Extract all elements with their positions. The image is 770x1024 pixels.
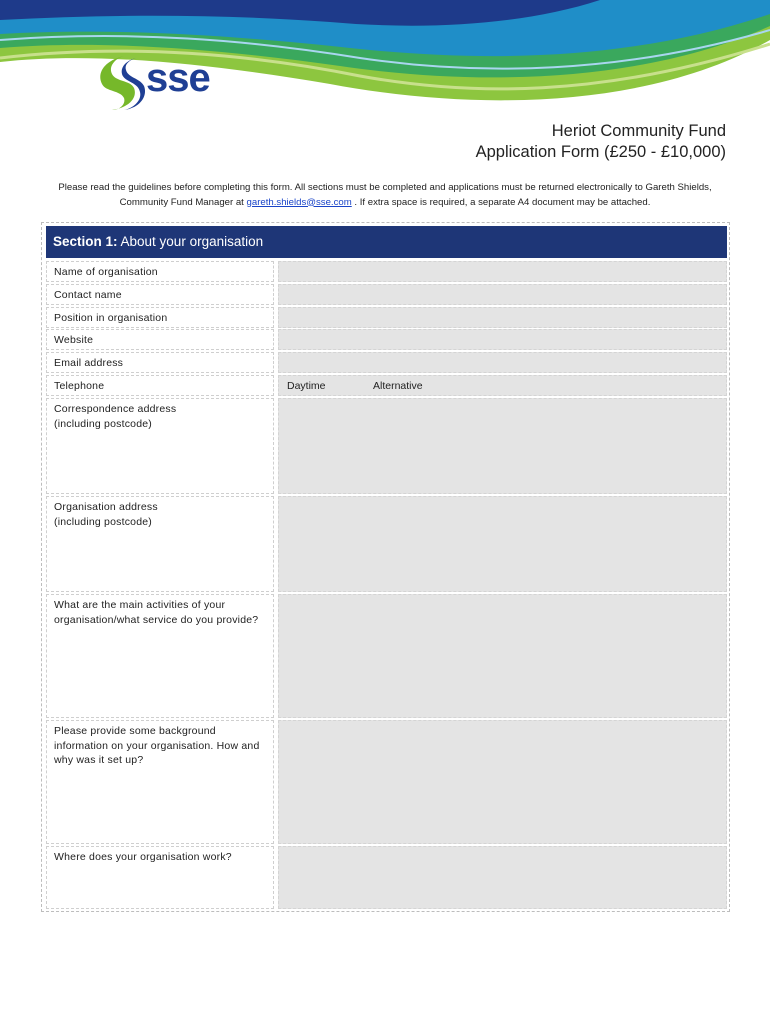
section-number: Section 1: <box>53 234 118 249</box>
contact-email-link[interactable]: gareth.shields@sse.com <box>246 196 352 208</box>
position-field[interactable] <box>278 307 727 328</box>
label-contact-name: Contact name <box>46 284 274 305</box>
form-title <box>476 121 726 163</box>
label-background: Please provide some background information on your organisation. How and why was it set up? <box>46 720 274 844</box>
section-1-header <box>46 226 727 258</box>
section-1-form <box>41 222 730 912</box>
intro-before: Please read the guidelines before completing this form. All sections must be completed and applications must be returned electronically to Gareth Shields, Community Fund Manager at <box>58 182 712 208</box>
intro-text <box>40 181 730 210</box>
label-telephone: Telephone <box>46 375 274 396</box>
where-work-field[interactable] <box>278 846 727 909</box>
sse-logo <box>94 54 224 110</box>
form-subtitle: Application Form (£250 - £10,000) <box>475 143 726 161</box>
logo-text: sse <box>146 56 210 100</box>
section-title: About your organisation <box>117 234 264 249</box>
label-organisation-name: Name of organisation <box>46 261 274 282</box>
daytime-label: Daytime <box>287 380 326 392</box>
organisation-name-field[interactable] <box>278 261 727 282</box>
label-organisation-address: Organisation address (including postcode) <box>46 496 274 592</box>
organisation-address-field[interactable] <box>278 496 727 592</box>
alternative-label: Alternative <box>373 380 423 392</box>
sse-swirl-icon <box>94 54 146 110</box>
website-field[interactable] <box>278 329 727 350</box>
intro-after: . If extra space is required, a separate A4 document may be attached. <box>351 196 651 208</box>
label-correspondence-address: Correspondence address (including postcode) <box>46 398 274 494</box>
correspondence-address-field[interactable] <box>278 398 727 494</box>
main-activities-field[interactable] <box>278 594 727 718</box>
email-field[interactable] <box>278 352 727 373</box>
fund-name: Heriot Community Fund <box>551 122 726 140</box>
background-field[interactable] <box>278 720 727 844</box>
contact-name-field[interactable] <box>278 284 727 305</box>
telephone-field[interactable] <box>278 375 727 396</box>
label-email: Email address <box>46 352 274 373</box>
label-position: Position in organisation <box>46 307 274 328</box>
label-website: Website <box>46 329 274 350</box>
label-main-activities: What are the main activities of your organisation/what service do you provide? <box>46 594 274 718</box>
label-where-work: Where does your organisation work? <box>46 846 274 909</box>
